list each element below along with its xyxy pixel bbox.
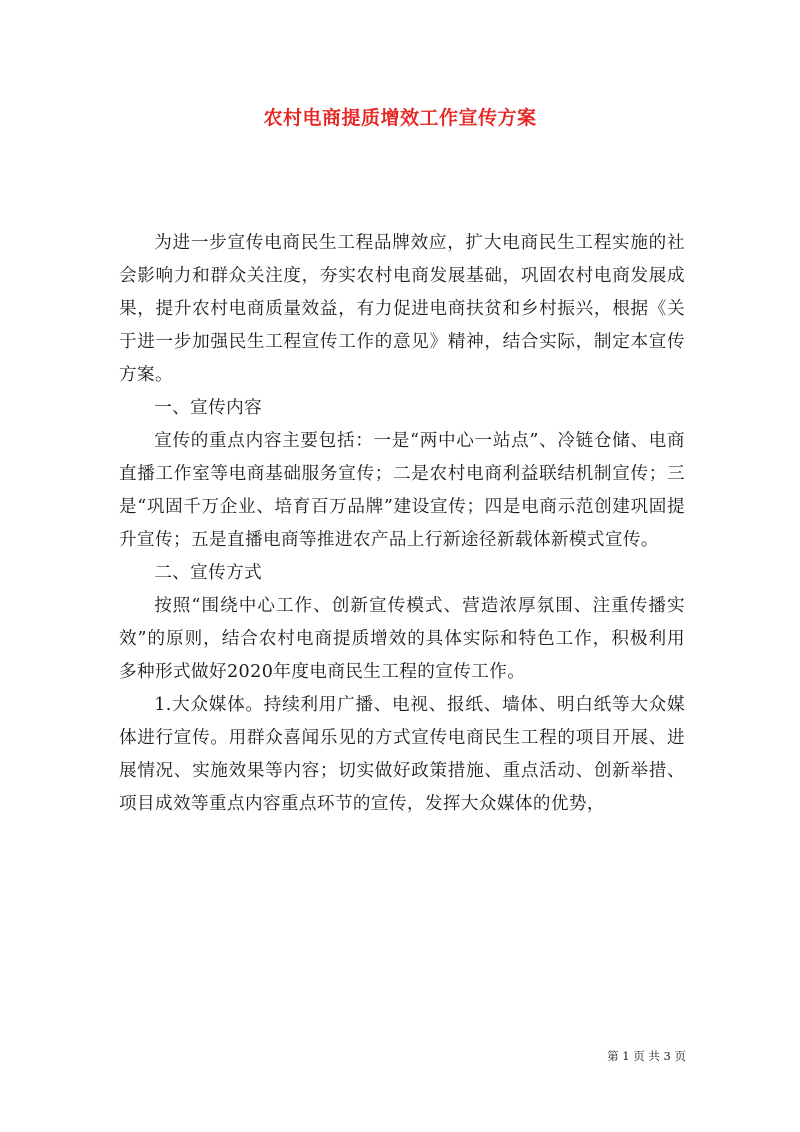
intro-paragraph: 为进一步宣传电商民生工程品牌效应，扩大电商民生工程实施的社会影响力和群众关注度，夯实农村电商发展基础，巩固农村电商发展成果，提升农村电商质量效益，有力促进电商扶贫和乡村振兴，根据《关于进一步加强民生工程宣传工作的意见》精神，结合实际，制定本宣传方案。: [119, 233, 685, 385]
content-paragraph: 宣传的重点内容主要包括：一是“两中心一站点”、冷链仓储、电商直播工作室等电商基础服务宣传；二是农村电商利益联结机制宣传；三是“巩固千万企业、培育百万品牌”建设宣传；四是电商示范创建巩固提升宣传；五是直播电商等推进农产品上行新途径新载体新模式宣传。: [119, 431, 685, 550]
footer-prefix: 第: [607, 1049, 619, 1063]
footer-total-pages: 3: [663, 1049, 671, 1063]
methods-paragraph: 按照“围绕中心工作、创新宣传模式、营造浓厚氛围、注重传播实效”的原则，结合农村电商提质增效的具体实际和特色工作，积极利用多种形式做好2020年度电商民生工程的宣传工作。: [119, 596, 685, 682]
footer-suffix: 页: [674, 1049, 686, 1063]
document-body: [119, 227, 685, 821]
footer-middle: 页 共: [633, 1049, 660, 1063]
page-footer: [0, 1048, 686, 1064]
section-heading-content: 一、宣传内容: [154, 398, 263, 418]
section-heading-methods: 二、宣传方式: [154, 563, 263, 583]
document-title: 农村电商提质增效工作宣传方案: [263, 107, 537, 129]
mass-media-paragraph: 1.大众媒体。持续利用广播、电视、报纸、墙体、明白纸等大众媒体进行宣传。用群众喜闻乐见的方式宣传电商民生工程的项目开展、进展情况、实施效果等内容；切实做好政策措施、重点活动、创新举措、项目成效等重点内容重点环节的宣传，发挥大众媒体的优势，: [119, 695, 685, 814]
footer-page-number: 1: [622, 1049, 630, 1063]
